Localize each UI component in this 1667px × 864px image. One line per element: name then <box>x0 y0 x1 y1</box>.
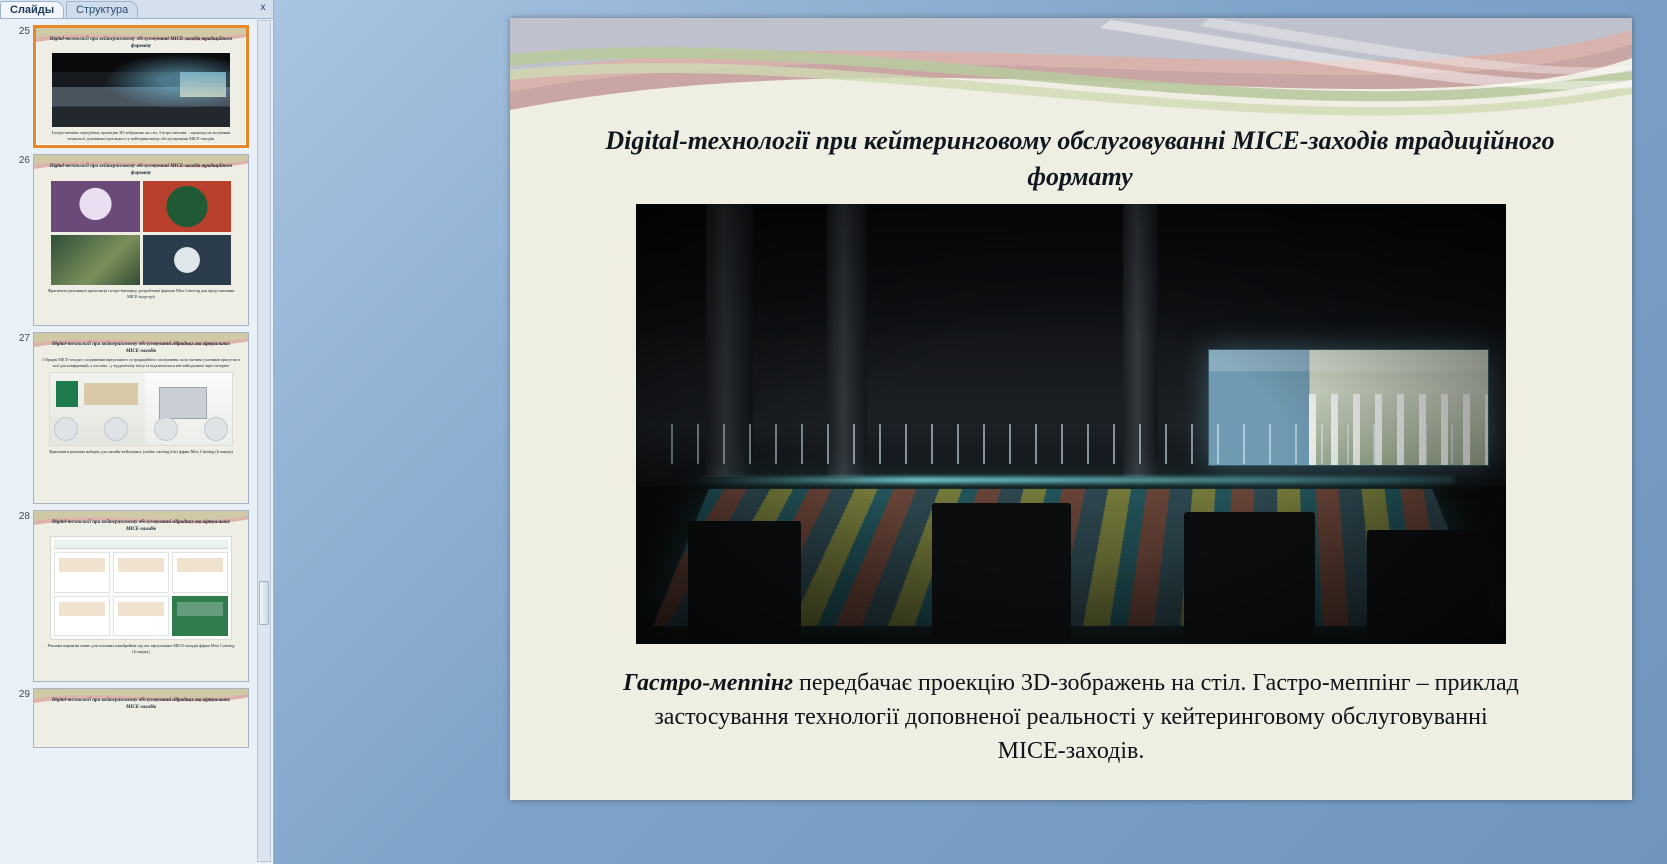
tab-outline-label: Структура <box>76 4 129 16</box>
tab-slides[interactable] <box>0 1 64 18</box>
thumbnail-image <box>143 235 232 286</box>
slide-thumbnail-29[interactable] <box>33 688 249 748</box>
slide-image <box>636 204 1506 644</box>
slide-thumbnail-28[interactable] <box>33 510 249 682</box>
slide-thumbnail-26[interactable] <box>33 154 249 326</box>
slide-caption <box>618 666 1524 768</box>
thumbnail-icon-row <box>54 417 228 441</box>
thumbnail-body-text: Гібридні MICE-заходи є поєднанням віртуального та традиційного спілкування, коли частина учасників присутня в залі для конференцій, а частина – у віддаленому місці та підключається він-лайн режимі через інтернет <box>42 357 240 368</box>
thumbnail-card-grid <box>54 552 228 636</box>
slide-stage <box>274 0 1667 864</box>
thumbnail-image <box>50 536 232 640</box>
close-icon-label: x <box>260 2 266 13</box>
list-item[interactable] <box>14 25 253 148</box>
thumbnail-caption: Реклама варіантів меню для спільних кавабрейків під час віртуальних MICE-заходів фірми Miss Catering (Ісландія) <box>47 643 235 654</box>
slides-panel <box>0 0 274 864</box>
thumbnail-card <box>113 552 169 593</box>
circle-icon <box>154 417 178 441</box>
current-slide[interactable] <box>510 18 1632 800</box>
thumbnail-image <box>49 372 233 446</box>
thumbnail-card <box>113 596 169 637</box>
thumbnail-title: Digital-технології при кейтеринговому обслуговуванні MICE-заходів традиційного формату <box>49 164 233 176</box>
thumbnail-card <box>54 596 110 637</box>
page-title: Digital-технології при кейтеринговому обслуговуванні MICE-заходів традиційного формату <box>605 126 1555 191</box>
slide-caption-lead: Гастро-меппінг <box>623 670 794 696</box>
slide-thumbnail-25[interactable] <box>33 25 249 148</box>
thumbnail-title: Digital-технології при кейтеринговому обслуговуванні гібридних та віртуальних MICE-заходів <box>51 342 231 354</box>
tab-outline[interactable] <box>66 1 138 18</box>
slide-number: 25 <box>18 26 30 37</box>
slide-number: 29 <box>18 689 30 700</box>
list-item[interactable] <box>14 154 253 326</box>
thumbnail-caption: Фрагменти рекламної пропозиції гастро-меппінгу, розробленої фірмою Miss Catering для представлення MICE-індустрії <box>47 288 235 299</box>
thumbnail-image-header <box>54 540 228 549</box>
slide-thumbnail-27[interactable] <box>33 332 249 504</box>
thumbnail-image <box>51 235 140 286</box>
list-item[interactable] <box>14 688 253 748</box>
scrollbar-thumb[interactable] <box>259 581 269 625</box>
slide-caption-rest: передбачає проекцію 3D-зображень на стіл. Гастро-меппінг – приклад застосування технології доповненої реальності у кейтеринговому обслуговуванні MICE-заходів. <box>654 670 1519 764</box>
close-icon[interactable] <box>257 2 269 14</box>
thumbnail-card <box>54 552 110 593</box>
slides-thumbnail-list[interactable] <box>0 19 273 864</box>
thumbnail-image <box>143 181 232 232</box>
slides-panel-scrollbar[interactable] <box>257 20 271 862</box>
list-item[interactable] <box>14 510 253 682</box>
circle-icon <box>54 417 78 441</box>
panel-tabs <box>0 0 273 19</box>
thumbnail-image <box>51 181 140 232</box>
slide-number: 28 <box>18 511 30 522</box>
thumbnail-card <box>172 552 228 593</box>
thumbnail-title: Digital-технології при кейтеринговому обслуговуванні MICE-заходів традиційного формату <box>49 37 233 49</box>
thumbnail-title: Digital-технології при кейтеринговому обслуговуванні гібридних та віртуальних MICE-заходів <box>51 698 231 710</box>
thumbnail-image-grid <box>51 181 231 285</box>
slide-number: 27 <box>18 333 30 344</box>
circle-icon <box>104 417 128 441</box>
slide-image-content <box>636 204 1506 644</box>
thumbnail-title: Digital-технології при кейтеринговому обслуговуванні гібридних та віртуальних MICE-заходів <box>51 520 231 532</box>
thumbnail-caption: Гастро-меппінг передбачає проекцію 3D-зображень на стіл. Гастро-меппінг – приклад застосування технології доповненої реальності у кейтеринговому обслуговуванні MICE-заходів. <box>51 130 231 141</box>
thumbnail-card <box>172 596 228 637</box>
thumbnail-image <box>52 53 230 127</box>
list-item[interactable] <box>14 332 253 504</box>
thumbnail-caption: Фрагменти реклами наборів для онлайн-кейтерингу (online catering kits) фірми Miss Catering (Ісландія) <box>49 449 233 454</box>
tab-slides-label: Слайды <box>10 4 55 16</box>
circle-icon <box>204 417 228 441</box>
slide-number: 26 <box>18 155 30 166</box>
